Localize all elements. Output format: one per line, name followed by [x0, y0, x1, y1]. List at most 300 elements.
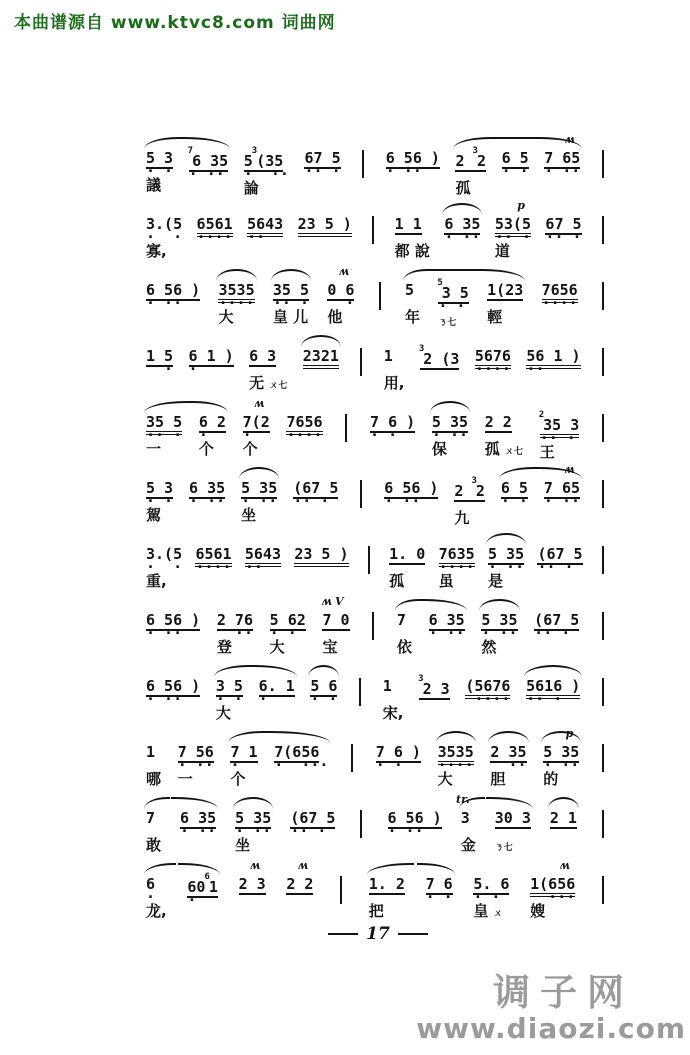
- score-row: [146, 859, 610, 920]
- slur-arc: [524, 665, 582, 677]
- lyric: [286, 902, 313, 920]
- grace-note: 5: [437, 278, 443, 288]
- jianpu-notes: 7(656: [274, 743, 320, 761]
- barline: [372, 216, 374, 244]
- ornament-mark: p: [565, 727, 574, 740]
- octave-dots: ·· ·: [537, 558, 574, 576]
- note-group: [270, 596, 306, 656]
- page-number: 17: [366, 924, 390, 944]
- jianpu-notes: 6: [146, 875, 156, 893]
- note-group: [146, 794, 161, 854]
- footer-site-name: 调子网: [493, 971, 634, 1014]
- note-group: [286, 398, 322, 458]
- octave-dots: · ··: [243, 165, 289, 183]
- page-number-block: [146, 924, 610, 944]
- octave-dots: ····: [195, 558, 232, 576]
- octave-dots: · ·: [215, 690, 243, 708]
- octave-dots: ····: [437, 756, 474, 774]
- note-group: [501, 464, 528, 524]
- page-number-dash: [398, 933, 428, 935]
- octave-dots: · ·: [438, 297, 466, 315]
- octave-dots: [405, 299, 420, 307]
- octave-dots: ·: [146, 360, 174, 378]
- ornament-mark: ʍ: [564, 463, 575, 476]
- grace-note: 7: [187, 146, 194, 156]
- slur-arc: [442, 203, 482, 215]
- lyric: 金: [460, 836, 476, 854]
- slur-arc: [239, 467, 279, 479]
- note-group: [473, 860, 509, 920]
- octave-dots: · ·: [269, 624, 306, 642]
- jianpu-notes: (5676: [465, 678, 510, 695]
- jianpu-notes: 6 5: [500, 479, 528, 497]
- jianpu-notes: 2 3: [238, 875, 266, 893]
- barline-end: [602, 348, 604, 376]
- jianpu-notes: 6 56 ): [387, 809, 442, 827]
- lyric: [294, 572, 348, 590]
- octave-dots: ·· ·: [545, 228, 582, 246]
- note-group: [146, 332, 173, 392]
- octave-dots: · ·: [146, 162, 174, 180]
- grace-note: 6: [204, 872, 210, 882]
- octave-dots: · ··: [481, 624, 518, 642]
- jianpu-notes: 3535: [438, 744, 474, 761]
- note-group: [146, 728, 161, 788]
- jianpu-notes: 2321: [303, 348, 339, 365]
- octave-dots: [384, 365, 405, 373]
- grace-note: 3: [471, 476, 477, 486]
- octave-dots: · ··: [146, 624, 183, 642]
- slur-arc: [488, 731, 528, 743]
- note-group: [439, 530, 475, 590]
- note-group: [322, 596, 349, 656]
- lyric: 坐: [235, 836, 251, 854]
- note-group: [218, 266, 254, 326]
- octave-dots: [383, 695, 404, 703]
- note-group: [310, 662, 337, 722]
- score-rows: [146, 133, 610, 920]
- slur-arc: [190, 401, 228, 413]
- lyric: 个: [242, 440, 258, 458]
- octave-dots: ·· ·: [539, 429, 576, 447]
- jianpu-notes: 5643: [245, 546, 281, 563]
- jianpu-notes: 67 5: [545, 215, 582, 233]
- note-group: [369, 860, 405, 920]
- note-group: [298, 200, 352, 260]
- note-group: [247, 200, 283, 260]
- grace-note: 3: [472, 146, 478, 156]
- note-group: [545, 200, 581, 260]
- jianpu-notes: (67 5: [293, 479, 339, 497]
- lyric: 輕: [487, 308, 503, 326]
- barline-end: [602, 546, 604, 574]
- lyric: [420, 377, 460, 395]
- score-row: [146, 265, 610, 328]
- note-group: [487, 266, 523, 326]
- octave-dots: ·· ·: [293, 492, 330, 510]
- jianpu-notes: 6561: [195, 546, 231, 563]
- jianpu-notes: 1: [383, 347, 393, 365]
- jianpu-notes: 3.(5: [146, 215, 183, 233]
- jianpu-notes: 7: [146, 809, 156, 827]
- lyric: 議: [146, 176, 162, 194]
- jianpu-notes: (67 5: [290, 809, 336, 827]
- lyric: 胆: [490, 770, 506, 788]
- note-group: [530, 860, 575, 920]
- note-group: [303, 332, 339, 392]
- jianpu-notes: 7 65: [543, 479, 581, 497]
- note-group: [244, 134, 289, 197]
- note-group: [386, 134, 440, 194]
- score-row: [146, 463, 610, 527]
- jianpu-notes: 5676: [475, 348, 511, 365]
- slur-arc: [265, 731, 330, 743]
- note-group: [245, 530, 281, 590]
- jianpu-notes: 5 35: [488, 545, 525, 563]
- lyric: 皇 儿: [272, 308, 309, 326]
- lyric: 孤 ㄨ七: [484, 440, 523, 458]
- note-group: [537, 530, 582, 590]
- jianpu-notes: 6 35: [428, 611, 465, 629]
- note-group: [438, 266, 469, 329]
- note-group: [495, 794, 531, 854]
- note-group: [189, 134, 229, 197]
- slur-arc: [535, 467, 582, 479]
- jianpu-notes: 35 5: [146, 414, 182, 431]
- note-group: [395, 200, 430, 260]
- note-group: [475, 332, 511, 392]
- jianpu-notes: 23 5 ): [294, 546, 348, 563]
- octave-dots: · ··: [385, 162, 422, 180]
- octave-dots: [461, 827, 476, 835]
- note-group: [455, 134, 486, 197]
- octave-dots: · ··: [180, 822, 217, 840]
- score-row: [146, 397, 610, 461]
- slur-arc: [395, 599, 421, 611]
- note-group: [383, 662, 404, 722]
- octave-dots: ····: [438, 558, 475, 576]
- lyric: [303, 374, 339, 392]
- note-group: [146, 530, 182, 590]
- note-group: [293, 464, 338, 524]
- slur-arc: [144, 863, 176, 875]
- slur-arc: [486, 533, 526, 545]
- ornament-mark: p: [517, 199, 525, 212]
- note-group: [376, 728, 421, 788]
- slur-arc: [403, 269, 429, 281]
- lyric: 大: [215, 704, 231, 722]
- slur-arc: [486, 797, 533, 809]
- jianpu-notes: 1 1: [394, 215, 422, 233]
- slur-arc: [144, 401, 191, 413]
- barline-end: [602, 612, 604, 640]
- jianpu-notes: 2 1: [549, 809, 577, 827]
- lyric: 大: [437, 770, 453, 788]
- octave-dots: · ·: [500, 492, 528, 510]
- jianpu-notes: 7656: [542, 282, 578, 299]
- jianpu-notes: 7635: [439, 546, 475, 563]
- jianpu-notes: 6 3: [249, 347, 277, 365]
- slur-arc: [228, 731, 266, 743]
- note-group: [327, 266, 354, 326]
- jianpu-notes: (67 5: [537, 545, 583, 563]
- octave-dots: ··: [216, 624, 253, 642]
- slur-arc: [535, 137, 582, 149]
- barline: [362, 150, 364, 178]
- octave-dots: ·: [187, 891, 206, 909]
- jianpu-notes: 2 $^3$2: [454, 476, 485, 500]
- octave-dots: · ··: [235, 822, 272, 840]
- note-group: [419, 662, 450, 725]
- slur-arc: [233, 797, 273, 809]
- lyric: 保: [431, 440, 447, 458]
- lyric: [239, 902, 266, 920]
- note-group: [485, 398, 523, 458]
- lyric: 一: [177, 770, 193, 788]
- score-row: [146, 530, 610, 590]
- note-group: [187, 860, 218, 923]
- lyric: 都 說: [394, 242, 430, 260]
- jianpu-notes: 1(656: [530, 876, 575, 893]
- lyric: 重,: [146, 572, 167, 590]
- note-group: [146, 134, 173, 194]
- jianpu-notes: 7(2: [242, 413, 270, 431]
- barline-end: [602, 414, 604, 442]
- jianpu-notes: 3535: [218, 282, 254, 299]
- barline: [360, 810, 362, 838]
- note-group: [239, 860, 266, 920]
- barline-end: [602, 876, 604, 904]
- note-group: [146, 398, 182, 458]
- jianpu-notes: $^2$35 3: [540, 414, 580, 434]
- octave-dots: · ·: [375, 756, 403, 774]
- jianpu-notes: 5. 6: [473, 875, 510, 893]
- note-group: [388, 794, 442, 854]
- jianpu-notes: 5 3: [146, 149, 174, 167]
- lyric: 的: [543, 770, 559, 788]
- jianpu-notes: $^7$6 35: [187, 146, 229, 170]
- octave-dots: ····: [474, 360, 511, 378]
- octave-dots: · ·: [501, 162, 529, 180]
- octave-dots: ·: [258, 690, 277, 708]
- octave-dots: ·· ·: [534, 624, 571, 642]
- jianpu-notes: 6 56 ): [146, 677, 201, 695]
- barline: [360, 480, 362, 508]
- note-group: [534, 596, 579, 656]
- note-group: [189, 464, 225, 524]
- barline-end: [602, 810, 604, 838]
- octave-dots: ·· ·: [304, 162, 341, 180]
- jianpu-notes: 3.(5: [146, 545, 183, 563]
- note-group: [286, 860, 313, 920]
- note-group: [230, 728, 257, 788]
- score-row: [146, 793, 610, 854]
- slur-arc: [548, 797, 579, 809]
- note-group: [146, 860, 167, 920]
- note-group: [550, 794, 577, 854]
- slur-arc: [308, 665, 339, 677]
- octave-dots: ·· ·: [272, 294, 310, 312]
- jianpu-notes: $^5$3 5: [437, 278, 469, 302]
- score-row: [146, 199, 610, 260]
- note-group: [544, 134, 580, 194]
- note-group: [454, 464, 485, 527]
- lyric: [419, 707, 450, 725]
- lyric: 王: [539, 443, 555, 461]
- note-group: [180, 794, 216, 854]
- note-group: [241, 464, 277, 524]
- slur-arc: [250, 665, 297, 677]
- note-group: [389, 530, 425, 590]
- note-group: [290, 794, 335, 854]
- note-group: [146, 464, 173, 524]
- lyric: 无 ㄨ七: [249, 374, 288, 392]
- barline: [379, 282, 381, 310]
- slur-arc: [478, 269, 525, 281]
- ornament-mark: tr.: [456, 793, 470, 806]
- lyric: 皇 ㄨ: [473, 902, 503, 920]
- octave-dots: ····: [218, 294, 255, 312]
- barline: [360, 348, 362, 376]
- octave-dots: · ··: [428, 624, 465, 642]
- lyric: 宋,: [382, 704, 404, 722]
- jianpu-notes: 0 6: [327, 281, 355, 299]
- lyric-annotation: ㄋ七: [438, 318, 457, 328]
- score-area: [146, 134, 610, 926]
- jianpu-notes: $^3$2 (3: [418, 344, 460, 368]
- note-group: [146, 266, 200, 326]
- jianpu-notes: 3: [460, 809, 470, 827]
- note-group: [495, 200, 531, 260]
- barline-end: [602, 678, 604, 706]
- slur-arc: [367, 863, 414, 875]
- lyric: 登: [216, 638, 232, 656]
- note-group: [274, 728, 328, 788]
- lyric: 道: [494, 242, 510, 260]
- ornament-mark: ʍ: [559, 859, 570, 872]
- note-group: [273, 266, 309, 326]
- slur-arc: [271, 269, 311, 281]
- octave-dots: · ·: [146, 558, 183, 576]
- score-row: [146, 595, 610, 656]
- note-group: [444, 200, 480, 260]
- slur-arc: [178, 863, 220, 875]
- note-group: [438, 728, 474, 788]
- jianpu-notes: 23 5 ): [298, 216, 352, 233]
- octave-dots: ··: [244, 558, 272, 576]
- octave-dots: · ·: [146, 228, 183, 246]
- jianpu-notes: 6 1 ): [188, 347, 234, 365]
- slur-arc: [479, 599, 519, 611]
- ornament-mark: ʍ V: [321, 595, 344, 608]
- note-group: [197, 200, 233, 260]
- note-group: [456, 793, 476, 854]
- slur-arc: [301, 335, 341, 347]
- lyric: 寡,: [146, 242, 167, 260]
- jianpu-notes: 6. 1: [258, 677, 295, 695]
- slur-arc: [420, 599, 467, 611]
- barline: [351, 744, 353, 772]
- note-group: [544, 464, 580, 524]
- lyric: 大: [269, 638, 285, 656]
- octave-dots: ·· ·: [146, 426, 183, 444]
- jianpu-notes: 6 56 ): [146, 611, 201, 629]
- jianpu-notes: 6 35: [444, 215, 481, 233]
- note-group: [542, 266, 578, 326]
- octave-dots: ·: [242, 426, 261, 444]
- octave-dots: ····: [196, 228, 233, 246]
- jianpu-notes: 7 1: [230, 743, 258, 761]
- barline-end: [602, 480, 604, 508]
- jianpu-notes: 30 3: [494, 809, 531, 827]
- jianpu-notes: 7 0: [322, 611, 350, 629]
- lyric: 駕: [146, 506, 162, 524]
- slur-arc: [144, 137, 182, 149]
- octave-dots: · ·: [310, 690, 338, 708]
- jianpu-notes: 1. 2: [368, 875, 405, 893]
- slur-arc: [493, 137, 538, 149]
- jianpu-notes: 6561: [197, 216, 233, 233]
- ornament-mark: ʍ: [254, 397, 264, 410]
- jianpu-notes: $60^61$: [187, 872, 218, 896]
- ornament-mark: ʍ: [338, 265, 349, 278]
- slur-arc: [499, 467, 537, 479]
- lyric: 把: [368, 902, 384, 920]
- barline: [340, 876, 342, 904]
- note-group: [465, 662, 510, 722]
- score-row: [146, 133, 610, 197]
- octave-dots: ··: [526, 360, 554, 378]
- lyric-annotation: ㄋ七: [494, 843, 513, 853]
- octave-dots: · ·: [473, 888, 501, 906]
- octave-dots: ·: [230, 756, 249, 774]
- octave-dots: ·: [327, 294, 355, 312]
- note-group: [235, 794, 271, 854]
- octave-dots: · ··: [177, 756, 214, 774]
- slur-arc: [541, 731, 581, 743]
- octave-dots: ····: [286, 426, 323, 444]
- jianpu-notes: 6 5: [501, 149, 529, 167]
- note-group: [420, 332, 460, 395]
- jianpu-notes: 2 $^3$2: [455, 146, 486, 170]
- lyric: 依: [396, 638, 412, 656]
- barline-end: [602, 282, 604, 310]
- jianpu-notes: 53(5: [495, 216, 531, 233]
- octave-dots: · ··: [544, 162, 581, 180]
- lyric: 敢: [146, 836, 162, 854]
- jianpu-notes: 5616 ): [526, 678, 580, 695]
- jianpu-notes: 5643: [247, 216, 283, 233]
- jianpu-notes: 5 35: [235, 809, 272, 827]
- barline: [372, 612, 374, 640]
- jianpu-notes: 5 35: [481, 611, 518, 629]
- jianpu-notes: 7 56: [177, 743, 214, 761]
- lyric: 然: [481, 638, 497, 656]
- lyric: [298, 242, 352, 260]
- note-group: [249, 332, 287, 392]
- note-group: [304, 134, 340, 194]
- octave-dots: ·· ·: [290, 822, 327, 840]
- octave-dots: · ··: [488, 558, 525, 576]
- slur-arc: [216, 269, 256, 281]
- jianpu-notes: 6 56 ): [385, 149, 440, 167]
- lyric: 他: [327, 308, 343, 326]
- note-group: [195, 530, 231, 590]
- octave-dots: · ··: [384, 492, 421, 510]
- note-group: [426, 860, 453, 920]
- lyric: 龙,: [146, 902, 167, 920]
- octave-dots: ·: [188, 360, 198, 378]
